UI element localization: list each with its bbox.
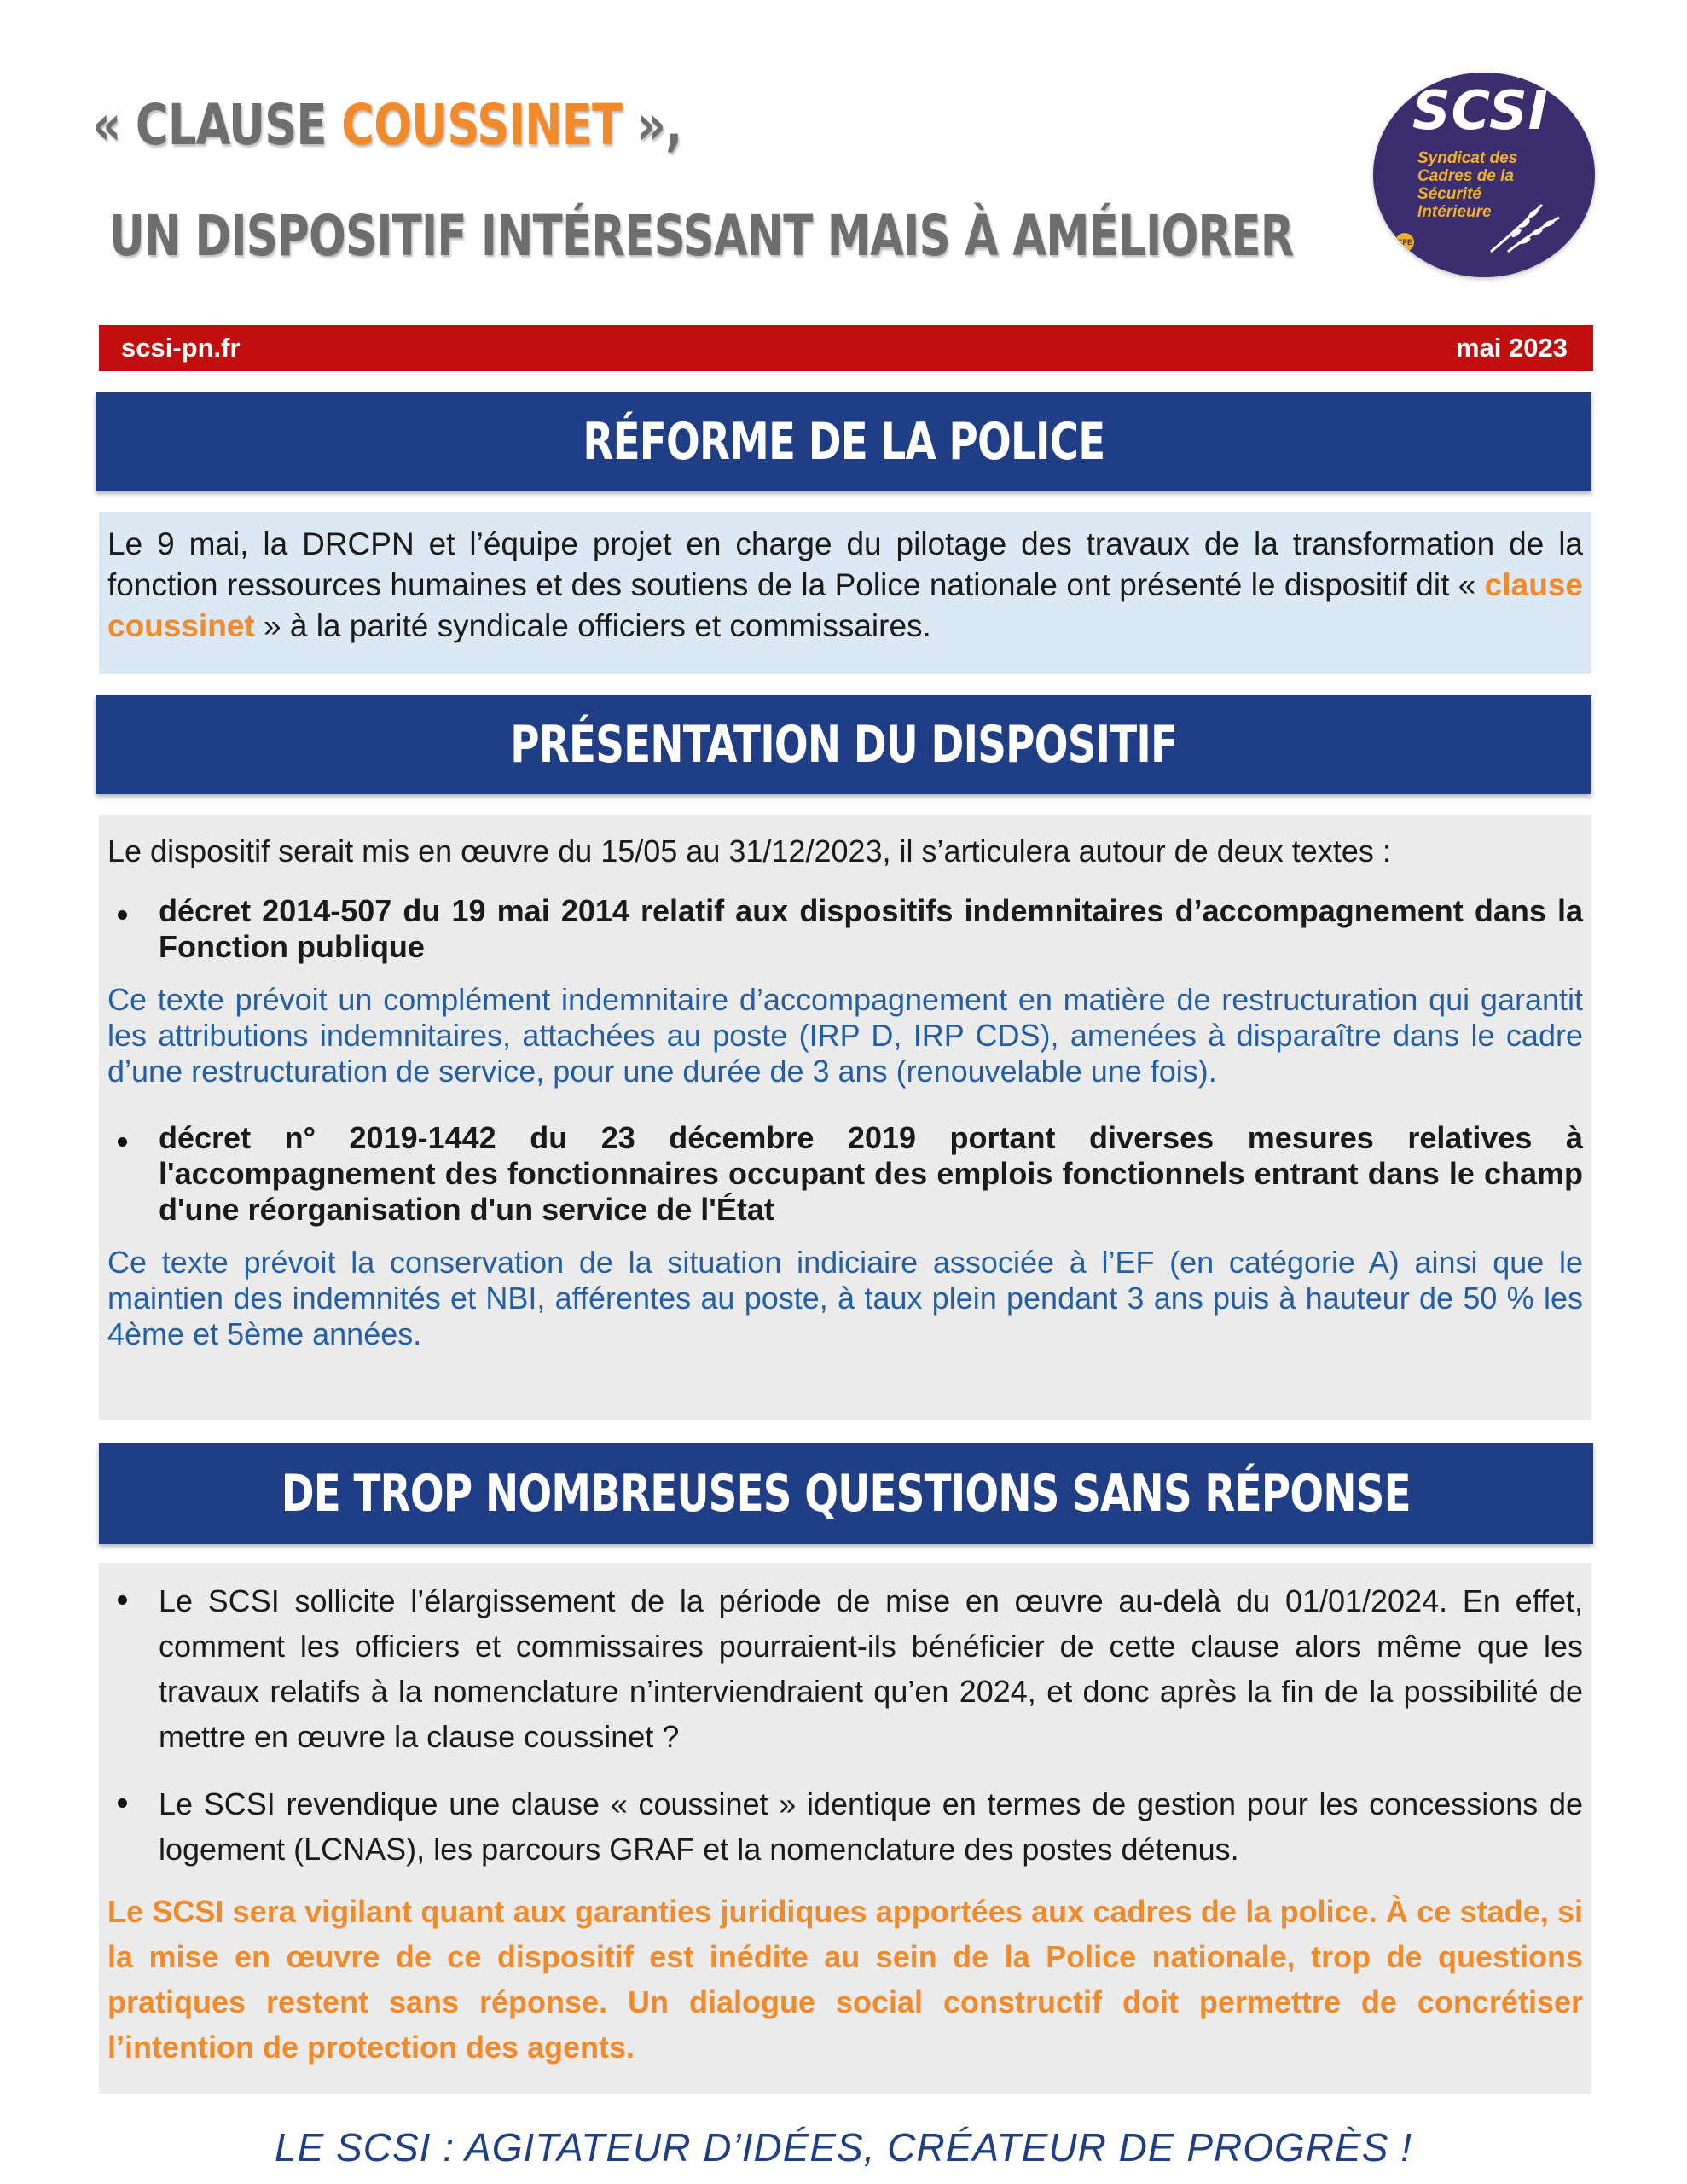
reforme-text: Le 9 mai, la DRCPN et l’équipe projet en charge du pilotage des travaux de la transformation de la fonction ressources humaines et des soutiens de la Police nationale ont présenté le dispositif dit « xyxy=(107,526,1583,602)
section-heading-text: RÉFORME DE LA POLICE xyxy=(582,412,1105,472)
red-info-bar xyxy=(99,325,1593,371)
logo-sub-line: Cadres de la xyxy=(1417,167,1514,185)
logo-sub-line: Syndicat des xyxy=(1417,149,1518,167)
conclusion-paragraph: Le SCSI sera vigilant quant aux garanties juridiques apportées aux cadres de la police. À ce stade, si la mise en œuvre de ce dispositif est inédite au sein de la Police nationale, trop de questions pratiques restent sans réponse. Un dialogue social constructif doit permettre de concrétiser l’intention de protection des agents. xyxy=(107,1894,1583,2065)
section-heading-presentation xyxy=(96,695,1591,794)
section-heading-text: DE TROP NOMBREUSES QUESTIONS SANS RÉPONSE xyxy=(281,1464,1412,1524)
logo-sub-line: Intérieure xyxy=(1417,203,1492,221)
title-prefix: « CLAUSE xyxy=(92,92,342,158)
question-bullet-1: Le SCSI sollicite l’élargissement de la période de mise en œuvre au-delà du 01/01/2024. En effet, comment les officiers et commissaires pourraient-ils bénéficier de cette clause alors même que les travaux relatifs à la nomenclature n’interviendraient qu’en 2024, et donc après la fin de la possibilité de mettre en œuvre la clause coussinet ? xyxy=(107,1578,1583,1759)
footer-slogan: LE SCSI : AGITATEUR D’IDÉES, CRÉATEUR DE PROGRÈS ! xyxy=(275,2125,1412,2169)
site-url: scsi-pn.fr xyxy=(121,333,241,363)
document-title-line2: UN DISPOSITIF INTÉRESSANT MAIS À AMÉLIORER xyxy=(109,203,1294,269)
section-presentation-panel xyxy=(99,815,1591,1420)
reforme-highlight: clause coussinet xyxy=(107,567,1583,643)
section-heading-text: PRÉSENTATION DU DISPOSITIF xyxy=(510,715,1177,775)
decree-note-1: Ce texte prévoit un complément indemnitaire d’accompagnement en matière de restructuration qui garantit les attributions indemnitaires, attachées au poste (IRP D, IRP CDS), amenées à disparaître dans le cadre d’une restructuration de service, pour une durée de 3 ans (renouvelable une fois). xyxy=(107,982,1583,1089)
wheat-icon xyxy=(1482,196,1568,256)
presentation-intro: Le dispositif serait mis en œuvre du 15/05 au 31/12/2023, il s’articulera autour de deux textes : xyxy=(107,834,1391,868)
reforme-text-end: » à la parité syndicale officiers et commissaires. xyxy=(254,608,931,643)
decree-bullet-2: décret n° 2019-1442 du 23 décembre 2019 portant diverses mesures relatives à l'accompagnement des fonctionnaires occupant des emplois fonctionnels entrant dans le champ d'une réorganisation d'un service de l'État xyxy=(107,1120,1583,1228)
section-heading-questions xyxy=(99,1443,1593,1544)
section-heading-reforme xyxy=(96,392,1591,491)
document-title-line1 xyxy=(92,92,681,158)
decree-bullet-1: décret 2014-507 du 19 mai 2014 relatif aux dispositifs indemnitaires d’accompagnement dans la Fonction publique xyxy=(107,893,1583,965)
section-reforme-panel xyxy=(99,512,1591,674)
scsi-logo xyxy=(1373,73,1595,277)
question-bullet-2: Le SCSI revendique une clause « coussinet » identique en termes de gestion pour les concessions de logement (LCNAS), les parcours GRAF et la nomenclature des postes détenus. xyxy=(107,1781,1583,1872)
section-questions-panel xyxy=(99,1563,1591,2094)
logo-badge: CFE xyxy=(1395,233,1414,252)
title-accent-word: COUSSINET xyxy=(341,92,623,158)
title-suffix: », xyxy=(622,92,682,158)
decree-note-2: Ce texte prévoit la conservation de la situation indiciaire associée à l’EF (en catégorie A) ainsi que le maintien des indemnités et NBI, afférentes au poste, à taux plein pendant 3 ans puis à hauteur de 50 % les 4ème et 5ème années. xyxy=(107,1245,1583,1351)
publication-date: mai 2023 xyxy=(1456,333,1568,363)
logo-name: SCSI xyxy=(1412,79,1549,142)
reforme-paragraph xyxy=(107,524,1583,647)
logo-sub-line: Sécurité xyxy=(1417,185,1481,203)
